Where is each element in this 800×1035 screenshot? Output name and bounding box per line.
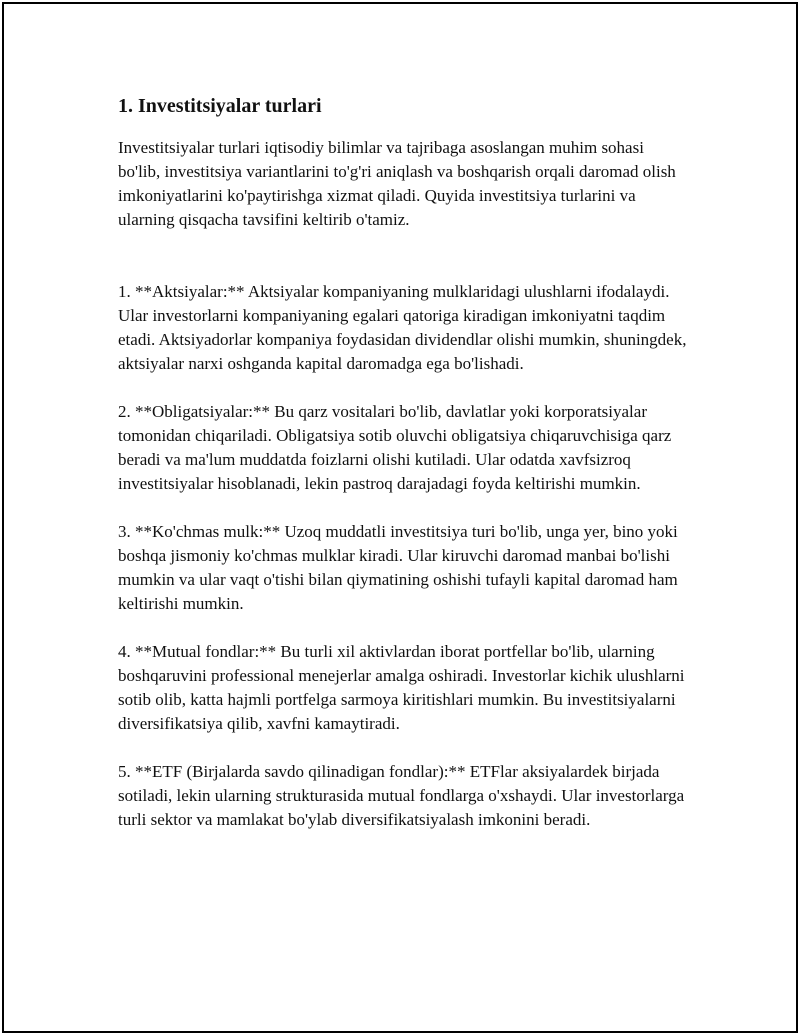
list-item-bonds: 2. **Obligatsiyalar:** Bu qarz vositalari bo'lib, davlatlar yoki korporatsiyalar tomonidan chiqariladi. Obligatsiya sotib oluvchi obligatsiya chiqaruvchisiga qarz beradi va ma'lum muddatda foizlarni olishi kutiladi. Ular odatda xavfsizroq investitsiyalar hisoblanadi, lekin pastroq darajadagi foyda keltirishi mumkin. bbox=[118, 402, 672, 493]
list-item-stocks: 1. **Aktsiyalar:** Aktsiyalar kompaniyaning mulklaridagi ulushlarni ifodalaydi. Ular investorlarni kompaniyaning egalari qatoriga kiradigan imkoniyatni taqdim etadi. Aktsiyadorlar kompaniya foydasidan dividendlar olishi mumkin, shuningdek, aktsiyalar narxi oshganda kapital daromadga ega bo'lishadi. bbox=[118, 282, 687, 373]
document-body bbox=[118, 92, 688, 856]
list-item-mutual-funds: 4. **Mutual fondlar:** Bu turli xil aktivlardan iborat portfellar bo'lib, ularning boshqaruvini professional menejerlar amalga oshiradi. Investorlar kichik ulushlarni sotib olib, katta hajmli portfelga sarmoya kiritishlari mumkin. Bu investitsiyalarni diversifikatsiya qilib, xavfni kamaytiradi. bbox=[118, 642, 685, 733]
document-title: 1. Investitsiyalar turlari bbox=[118, 95, 322, 117]
list-item-etf: 5. **ETF (Birjalarda savdo qilinadigan fondlar):** ETFlar aksiyalardek birjada sotiladi, lekin ularning strukturasida mutual fondlarga o'xshaydi. Ular investorlarga turli sektor va mamlakat bo'ylab diversifikatsiyalash imkonini beradi. bbox=[118, 762, 685, 829]
intro-paragraph: Investitsiyalar turlari iqtisodiy bilimlar va tajribaga asoslangan muhim sohasi bo'lib, investitsiya variantlarini to'g'ri aniqlash va boshqarish orqali daromad olish imkoniyatlarini ko'paytirishga xizmat qiladi. Quyida investitsiya turlarini va ularning qisqacha tavsifini keltirib o'tamiz. bbox=[118, 138, 676, 229]
list-item-real-estate: 3. **Ko'chmas mulk:** Uzoq muddatli investitsiya turi bo'lib, unga yer, bino yoki boshqa jismoniy ko'chmas mulklar kiradi. Ular kiruvchi daromad manbai bo'lishi mumkin va ular vaqt o'tishi bilan qiymatining oshishi tufayli kapital daromad ham keltirishi mumkin. bbox=[118, 522, 678, 613]
